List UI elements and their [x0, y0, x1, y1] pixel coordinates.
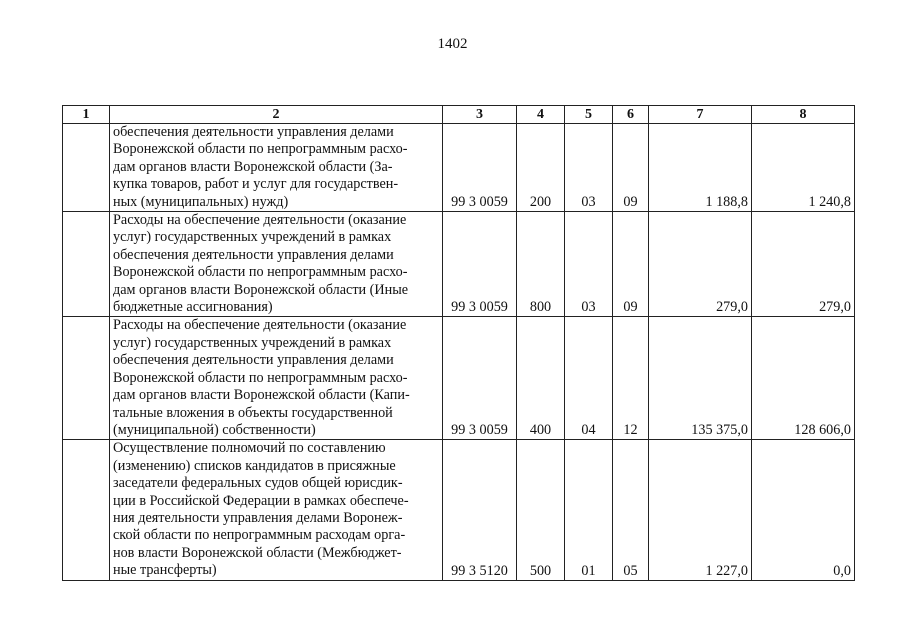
amount-col8-cell: 0,0: [752, 440, 855, 580]
amount-col8-cell: 1 240,8: [752, 124, 855, 212]
description-line: ных (муниципальных) нужд): [113, 193, 289, 210]
pr-cell: 05: [613, 440, 649, 580]
description-line: дам органов власти Воронежской области (Капи-: [113, 387, 410, 404]
description-cell: [110, 317, 443, 440]
rz-cell: 03: [565, 212, 613, 317]
description-line: Расходы на обеспечение деятельности (оказание: [113, 212, 407, 229]
description-line: ные трансферты): [113, 562, 217, 579]
header-row: [63, 106, 855, 124]
description-line: бюджетные ассигнования): [113, 299, 273, 316]
description-line: обеспечения деятельности управления делами: [113, 352, 394, 369]
rz-cell: 01: [565, 440, 613, 580]
row-index-cell: [63, 124, 110, 212]
description-cell: [110, 212, 443, 317]
description-line: Расходы на обеспечение деятельности (оказание: [113, 317, 407, 334]
rz-cell: 04: [565, 317, 613, 440]
description-line: нов власти Воронежской области (Межбюджет-: [113, 544, 402, 561]
pr-cell: 09: [613, 212, 649, 317]
amount-col7-cell: 1 188,8: [649, 124, 752, 212]
col-header-1: 1: [63, 106, 110, 124]
amount-col8-cell: 128 606,0: [752, 317, 855, 440]
col-header-6: 6: [613, 106, 649, 124]
col-header-2: 2: [110, 106, 443, 124]
amount-col7-cell: 135 375,0: [649, 317, 752, 440]
code-cell: 99 3 0059: [443, 212, 517, 317]
vr-cell: 400: [517, 317, 565, 440]
description-line: ции в Российской Федерации в рамках обеспече-: [113, 492, 409, 509]
description-line: обеспечения деятельности управления делами: [113, 124, 394, 140]
row-index-cell: [63, 440, 110, 580]
description-line: (муниципальной) собственности): [113, 421, 316, 438]
description-line: (изменению) списков кандидатов в присяжные: [113, 457, 396, 474]
description-line: ской области по непрограммным расходам орга-: [113, 527, 406, 544]
col-header-8: 8: [752, 106, 855, 124]
table-row: [63, 124, 855, 212]
page-number: 1402: [437, 36, 468, 52]
col-header-3: 3: [443, 106, 517, 124]
description-line: обеспечения деятельности управления делами: [113, 246, 394, 263]
description-line: дам органов власти Воронежской области (За-: [113, 158, 393, 175]
vr-cell: 500: [517, 440, 565, 580]
pr-cell: 09: [613, 124, 649, 212]
amount-col7-cell: 279,0: [649, 212, 752, 317]
code-cell: 99 3 0059: [443, 124, 517, 212]
description-line: Воронежской области по непрограммным расхо-: [113, 369, 408, 386]
description-line: Воронежской области по непрограммным расхо-: [113, 264, 408, 281]
table-row: [63, 440, 855, 580]
pr-cell: 12: [613, 317, 649, 440]
amount-col7-cell: 1 227,0: [649, 440, 752, 580]
description-line: купка товаров, работ и услуг для государствен-: [113, 176, 399, 193]
description-line: ния деятельности управления делами Воронеж-: [113, 509, 403, 526]
row-index-cell: [63, 212, 110, 317]
code-cell: 99 3 5120: [443, 440, 517, 580]
col-header-7: 7: [649, 106, 752, 124]
rz-cell: 03: [565, 124, 613, 212]
description-cell: [110, 440, 443, 580]
description-cell: [110, 124, 443, 212]
description-line: Воронежской области по непрограммным расхо-: [113, 141, 408, 158]
description-line: услуг) государственных учреждений в рамках: [113, 229, 392, 246]
amount-col8-cell: 279,0: [752, 212, 855, 317]
row-index-cell: [63, 317, 110, 440]
col-header-4: 4: [517, 106, 565, 124]
description-line: услуг) государственных учреждений в рамках: [113, 334, 392, 351]
table-row: [63, 212, 855, 317]
description-line: тальные вложения в объекты государственной: [113, 404, 393, 421]
code-cell: 99 3 0059: [443, 317, 517, 440]
vr-cell: 200: [517, 124, 565, 212]
vr-cell: 800: [517, 212, 565, 317]
table-row: [63, 317, 855, 440]
description-line: заседатели федеральных судов общей юрисдик-: [113, 475, 403, 492]
description-line: Осуществление полномочий по составлению: [113, 440, 386, 457]
budget-table: [62, 105, 855, 581]
description-line: дам органов власти Воронежской области (Иные: [113, 281, 409, 298]
col-header-5: 5: [565, 106, 613, 124]
